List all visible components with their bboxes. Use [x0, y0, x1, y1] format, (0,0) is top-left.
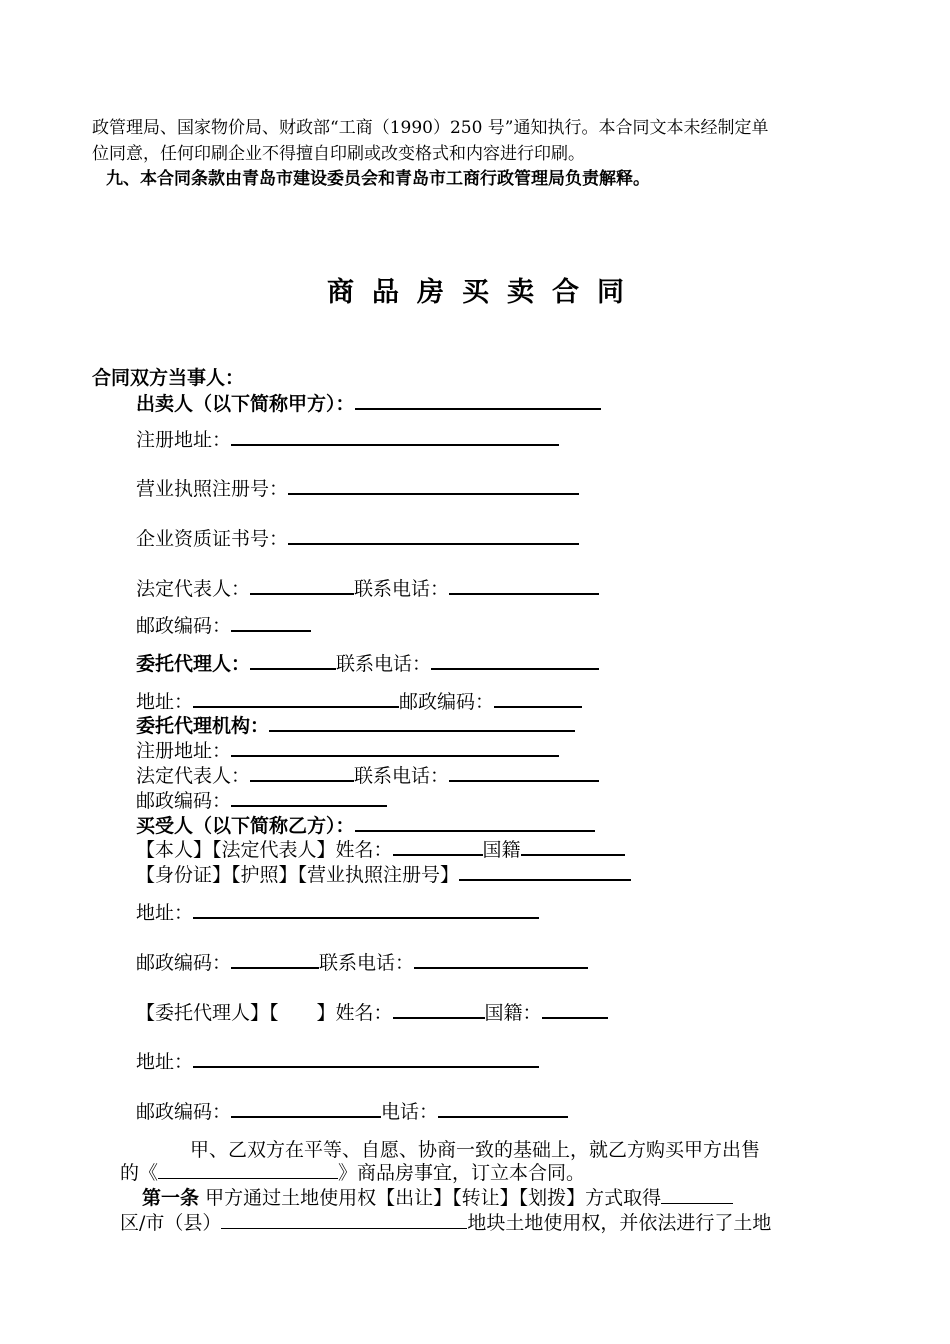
seller-qualification-label: 企业资质证书号： [136, 528, 289, 550]
agency-row [136, 711, 575, 738]
agency-reg-address-label: 注册地址： [136, 740, 232, 762]
article1-label: 第一条 [142, 1187, 200, 1209]
buyer-agent-postcode-field[interactable] [231, 1098, 381, 1118]
buyer-agent-row [136, 998, 608, 1025]
agency-label: 委托代理机构： [136, 715, 270, 737]
buyer-agent-address-row [136, 1047, 539, 1074]
article1-district-field[interactable] [661, 1185, 733, 1204]
article1-line-1 [142, 1183, 733, 1210]
agency-postcode-field[interactable] [231, 787, 387, 807]
preamble-line-2 [120, 1158, 585, 1185]
buyer-address-row [136, 898, 539, 925]
seller-license-field[interactable] [288, 475, 579, 495]
agency-reg-address-row [136, 736, 559, 763]
contract-title: 商品房买卖合同 [327, 277, 642, 308]
buyer-agent-name-field[interactable] [393, 999, 485, 1019]
seller-legal-rep-label: 法定代表人： [136, 578, 251, 600]
seller-row [136, 389, 601, 416]
agency-postcode-label: 邮政编码： [136, 790, 232, 812]
seller-reg-address-field[interactable] [231, 426, 559, 446]
buyer-nationality-label: 国籍 [482, 839, 521, 861]
buyer-phone-field[interactable] [414, 949, 588, 969]
seller-license-row [136, 474, 579, 501]
buyer-doc-field[interactable] [459, 861, 631, 881]
intro-line-3: 九、本合同条款由青岛市建设委员会和青岛市工商行政管理局负责解释。 [106, 169, 650, 189]
seller-phone-label: 联系电话： [354, 578, 450, 600]
seller-agent-row [136, 649, 599, 676]
seller-postcode-row [136, 611, 311, 638]
seller-label: 出卖人（以下简称甲方）： [136, 393, 355, 415]
buyer-agent-phone-label: 电话： [381, 1101, 439, 1123]
buyer-agent-phone-field[interactable] [438, 1098, 568, 1118]
property-name-field[interactable] [158, 1160, 338, 1179]
seller-name-field[interactable] [355, 390, 601, 410]
agency-phone-label: 联系电话： [354, 765, 450, 787]
agency-phone-field[interactable] [449, 762, 599, 782]
buyer-id-type-label: 【本人】【法定代表人】姓名： [136, 839, 393, 861]
seller-qualification-field[interactable] [288, 525, 579, 545]
seller-reg-address-row [136, 425, 559, 452]
intro-line-2: 位同意，任何印刷企业不得擅自印刷或改变格式和内容进行印刷。 [92, 144, 585, 164]
seller-address-label: 地址： [136, 691, 194, 713]
agency-legal-rep-field[interactable] [250, 762, 354, 782]
preamble-line-2-suffix: 》商品房事宜，订立本合同。 [338, 1162, 586, 1184]
article1-plot-field[interactable] [221, 1210, 467, 1229]
buyer-name-field[interactable] [355, 812, 595, 832]
seller-address-field[interactable] [193, 688, 399, 708]
buyer-agent-nationality-field[interactable] [542, 999, 608, 1019]
seller-qualification-row [136, 524, 579, 551]
preamble-line-1: 甲、乙双方在平等、自愿、协商一致的基础上，就乙方购买甲方出售 [190, 1139, 761, 1161]
article1-line-2-suffix: 地块土地使用权，并依法进行了土地 [467, 1212, 772, 1234]
buyer-nationality-field[interactable] [521, 836, 625, 856]
preamble-line-2-prefix: 的《 [120, 1162, 159, 1184]
parties-heading: 合同双方当事人： [92, 367, 245, 389]
buyer-address-field[interactable] [193, 899, 539, 919]
seller-agent-postcode-field[interactable] [494, 688, 582, 708]
buyer-label: 买受人（以下简称乙方）： [136, 815, 355, 837]
buyer-person-name-field[interactable] [393, 836, 483, 856]
seller-agent-label: 委托代理人： [136, 653, 251, 675]
seller-legal-rep-field[interactable] [250, 575, 354, 595]
buyer-agent-address-field[interactable] [193, 1048, 539, 1068]
buyer-agent-postcode-label: 邮政编码： [136, 1101, 232, 1123]
agency-legal-rep-row [136, 761, 599, 788]
buyer-postcode-field[interactable] [231, 949, 319, 969]
agency-legal-rep-label: 法定代表人： [136, 765, 251, 787]
buyer-id-type-row [136, 835, 625, 862]
buyer-postcode-row [136, 948, 588, 975]
seller-agent-phone-label: 联系电话： [336, 653, 432, 675]
seller-address-row [136, 687, 582, 714]
seller-agent-phone-field[interactable] [431, 650, 599, 670]
buyer-doc-label: 【身份证】【护照】【营业执照注册号】 [136, 864, 460, 886]
agency-postcode-row [136, 786, 387, 813]
buyer-agent-nationality-label: 国籍： [484, 1002, 542, 1024]
buyer-doc-row [136, 860, 631, 887]
seller-reg-address-label: 注册地址： [136, 429, 232, 451]
intro-line-1: 政管理局、国家物价局、财政部“工商（1990）250 号”通知执行。本合同文本未经制定单 [92, 118, 769, 138]
seller-postcode-label: 邮政编码： [136, 615, 232, 637]
seller-phone-field[interactable] [449, 575, 599, 595]
article1-text-1: 甲方通过土地使用权【出让】【转让】【划拨】方式取得 [205, 1187, 662, 1209]
buyer-row [136, 811, 595, 838]
buyer-postcode-label: 邮政编码： [136, 952, 232, 974]
buyer-agent-address-label: 地址： [136, 1051, 194, 1073]
seller-license-label: 营业执照注册号： [136, 478, 289, 500]
buyer-phone-label: 联系电话： [319, 952, 415, 974]
article1-line-2 [120, 1208, 771, 1235]
agency-reg-address-field[interactable] [231, 737, 559, 757]
agency-name-field[interactable] [269, 712, 575, 732]
seller-agent-field[interactable] [250, 650, 336, 670]
seller-legal-rep-row [136, 574, 599, 601]
article1-line-2-prefix: 区/市（县） [120, 1212, 222, 1234]
seller-postcode-field[interactable] [231, 612, 311, 632]
buyer-agent-postcode-row [136, 1097, 568, 1124]
seller-agent-postcode-label: 邮政编码： [399, 691, 495, 713]
buyer-address-label: 地址： [136, 902, 194, 924]
buyer-agent-label: 【委托代理人】【 】姓名： [136, 1002, 393, 1024]
